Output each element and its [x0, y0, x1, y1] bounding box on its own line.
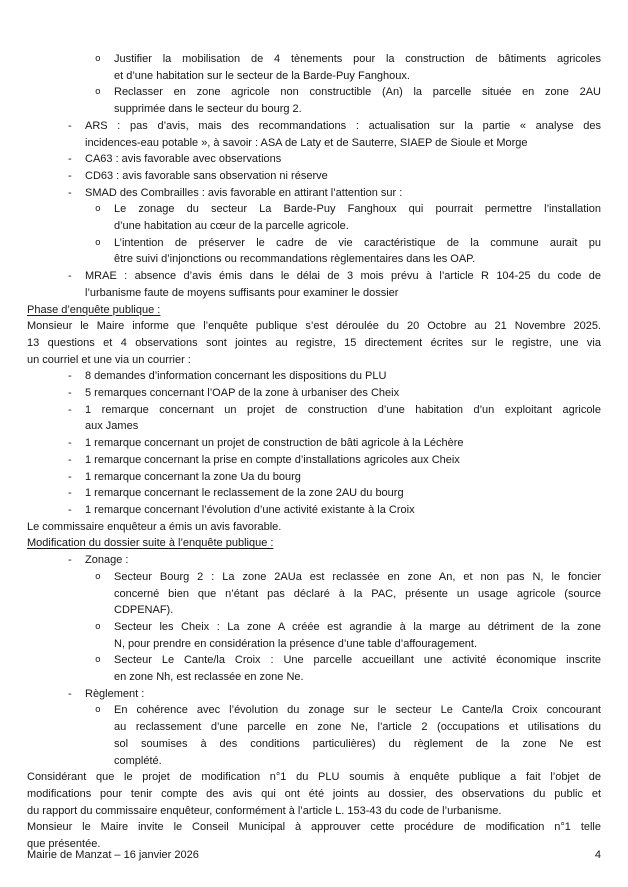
page-number: 4 — [594, 849, 601, 861]
list-item — [27, 485, 601, 502]
text-line: Secteur les Cheix : La zone A créée est agrandie à la marge au détriment de la zone — [114, 620, 601, 633]
text-line: 1 remarque concernant l’évolution d’une activité existante à la Croix — [85, 503, 415, 516]
dash-bullet: - — [68, 687, 72, 700]
text-line: 1 remarque concernant un projet de construction d’une habitation d’un exploitant agricole — [85, 403, 601, 416]
text-line: CDPENAF). — [114, 604, 174, 617]
list-item — [27, 385, 601, 402]
text-line: ARS : pas d’avis, mais des recommandations : actualisation sur la partie « analyse des — [85, 119, 601, 132]
circle-bullet: o — [95, 203, 101, 215]
document-body — [27, 51, 601, 853]
circle-bullet: o — [95, 236, 101, 248]
text-line: et d’une habitation sur le secteur de la Barde-Puy Fanghoux. — [114, 69, 410, 82]
text-line: L’intention de préserver le cadre de vie caractéristique de la commune aurait pu — [114, 236, 601, 249]
text-line: Zonage : — [85, 554, 129, 567]
list-item — [27, 268, 601, 301]
circle-bullet: o — [95, 620, 101, 632]
sub-list-item — [27, 619, 601, 652]
text-line: Le zonage du secteur La Barde-Puy Fanghoux qui pourrait permettre l’installation — [114, 203, 601, 216]
text-line: En cohérence avec l’évolution du zonage sur le secteur Le Cante/la Croix concourant — [114, 704, 601, 717]
text-line: 1 remarque concernant un projet de construction de bâti agricole à la Léchère — [85, 437, 464, 450]
text-line: un courriel et une via un courrier : — [27, 353, 191, 366]
list-item — [27, 552, 601, 569]
text-line: l’urbanisme faute de moyens suffisants pour examiner le dossier — [85, 286, 399, 299]
list-item — [27, 435, 601, 452]
dash-bullet: - — [68, 403, 72, 416]
text-line: sol soumises à des conditions particulières) du règlement de la zone Ne est — [114, 737, 601, 750]
text-line: concerné bien que n’étant pas déclaré à la PAC, présente un usage agricole (source — [114, 587, 601, 600]
dash-bullet: - — [68, 270, 72, 283]
text-line: au reclassement d’une parcelle en zone Ne, l’article 2 (occupations et utilisations du — [114, 721, 601, 734]
page-footer — [27, 847, 601, 864]
text-line: 1 remarque concernant la prise en compte d’installations agricoles aux Cheix — [85, 453, 460, 466]
text-line: incidences-eau potable », à savoir : ASA de Laty et de Sauterre, SIAEP de Sioule et Morge — [85, 136, 528, 149]
text-line: 13 questions et 4 observations sont jointes au registre, 15 directement écrites sur le registre, une via — [27, 336, 601, 349]
text-line: Monsieur le Maire invite le Conseil Municipal à approuver cette procédure de modification n°1 telle — [27, 821, 601, 834]
list-item — [27, 686, 601, 703]
text-line: modifications pour tenir compte des avis qui ont été joints au dossier, des observations du public et — [27, 787, 601, 800]
dash-bullet: - — [68, 169, 72, 182]
text-line: Modification du dossier suite à l’enquête publique : — [27, 537, 274, 550]
text-line: aux James — [85, 420, 139, 433]
list-item — [27, 118, 601, 151]
text-line: 5 remarques concernant l’OAP de la zone à urbaniser des Cheix — [85, 387, 400, 400]
circle-bullet: o — [95, 570, 101, 582]
text-line: 8 demandes d’information concernant les dispositions du PLU — [85, 370, 387, 383]
text-line: Justifier la mobilisation de 4 tènements pour la construction de bâtiments agricoles — [114, 53, 601, 65]
list-item — [27, 151, 601, 168]
text-line: que présentée. — [27, 838, 101, 851]
text-line: 1 remarque concernant le reclassement de la zone 2AU du bourg — [85, 487, 404, 500]
list-item — [27, 469, 601, 486]
text-line: Reclasser en zone agricole non constructible (An) la parcelle située en zone 2AU — [114, 86, 601, 99]
dash-bullet: - — [68, 470, 72, 483]
list-item — [27, 452, 601, 469]
circle-bullet: o — [95, 53, 101, 64]
text-line: 1 remarque concernant la zone Ua du bourg — [85, 470, 301, 483]
sub-list-item — [27, 235, 601, 268]
list-item — [27, 368, 601, 385]
text-line: Secteur Le Cante/la Croix : Une parcelle accueillant une activité économique inscrite — [114, 654, 601, 667]
sub-list-item — [27, 702, 601, 769]
section-heading — [27, 535, 601, 552]
text-line: être suivi d’injonctions ou recommandations règlementaires dans les OAP. — [114, 253, 476, 266]
text-line: MRAE : absence d’avis émis dans le délai de 3 mois prévu à l’article R 104-25 du code de — [85, 270, 601, 283]
text-line: complété. — [114, 754, 162, 767]
text-line: Phase d’enquête publique : — [27, 303, 161, 316]
list-item — [27, 402, 601, 435]
text-line: Monsieur le Maire informe que l’enquête publique s’est déroulée du 20 Octobre au 21 Novembre 2025. — [27, 320, 601, 333]
sub-list-item — [27, 84, 601, 117]
dash-bullet: - — [68, 119, 72, 132]
circle-bullet: o — [95, 704, 101, 716]
list-item — [27, 185, 601, 202]
paragraph — [27, 318, 601, 368]
dash-bullet: - — [68, 437, 72, 450]
list-item — [27, 168, 601, 185]
text-line: en zone Nh, est reclassée en zone Ne. — [114, 671, 304, 684]
text-line: supprimée dans le secteur du bourg 2. — [114, 103, 302, 116]
text-line: Règlement : — [85, 687, 145, 700]
circle-bullet: o — [95, 86, 101, 98]
text-line: Le commissaire enquêteur a émis un avis favorable. — [27, 520, 282, 533]
sub-list-item — [27, 51, 601, 84]
text-line: SMAD des Combrailles : avis favorable en attirant l’attention sur : — [85, 186, 403, 199]
dash-bullet: - — [68, 186, 72, 199]
paragraph — [27, 519, 601, 536]
paragraph — [27, 769, 601, 819]
dash-bullet: - — [68, 487, 72, 500]
dash-bullet: - — [68, 453, 72, 466]
dash-bullet: - — [68, 370, 72, 383]
list-item — [27, 502, 601, 519]
dash-bullet: - — [68, 503, 72, 516]
text-line: du rapport du commissaire enquêteur, conformément à l’article L. 153-43 du code de l’urbanisme. — [27, 804, 502, 817]
dash-bullet: - — [68, 153, 72, 166]
sub-list-item — [27, 652, 601, 685]
text-line: d’une habitation au cœur de la parcelle agricole. — [114, 220, 349, 233]
sub-list-item — [27, 201, 601, 234]
dash-bullet: - — [68, 554, 72, 567]
text-line: CD63 : avis favorable sans observation ni réserve — [85, 169, 328, 182]
section-heading — [27, 302, 601, 319]
sub-list-item — [27, 569, 601, 619]
text-line: N, pour prendre en considération la présence d’une table d’affouragement. — [114, 637, 478, 650]
text-line: Considérant que le projet de modification n°1 du PLU soumis à enquête publique a fait l’objet de — [27, 771, 601, 784]
text-line: Secteur Bourg 2 : La zone 2AUa est reclassée en zone An, et non pas N, le foncier — [114, 570, 601, 583]
text-line: CA63 : avis favorable avec observations — [85, 153, 282, 166]
circle-bullet: o — [95, 654, 101, 666]
footer-text: Mairie de Manzat – 16 janvier 2026 — [27, 849, 199, 861]
dash-bullet: - — [68, 387, 72, 400]
